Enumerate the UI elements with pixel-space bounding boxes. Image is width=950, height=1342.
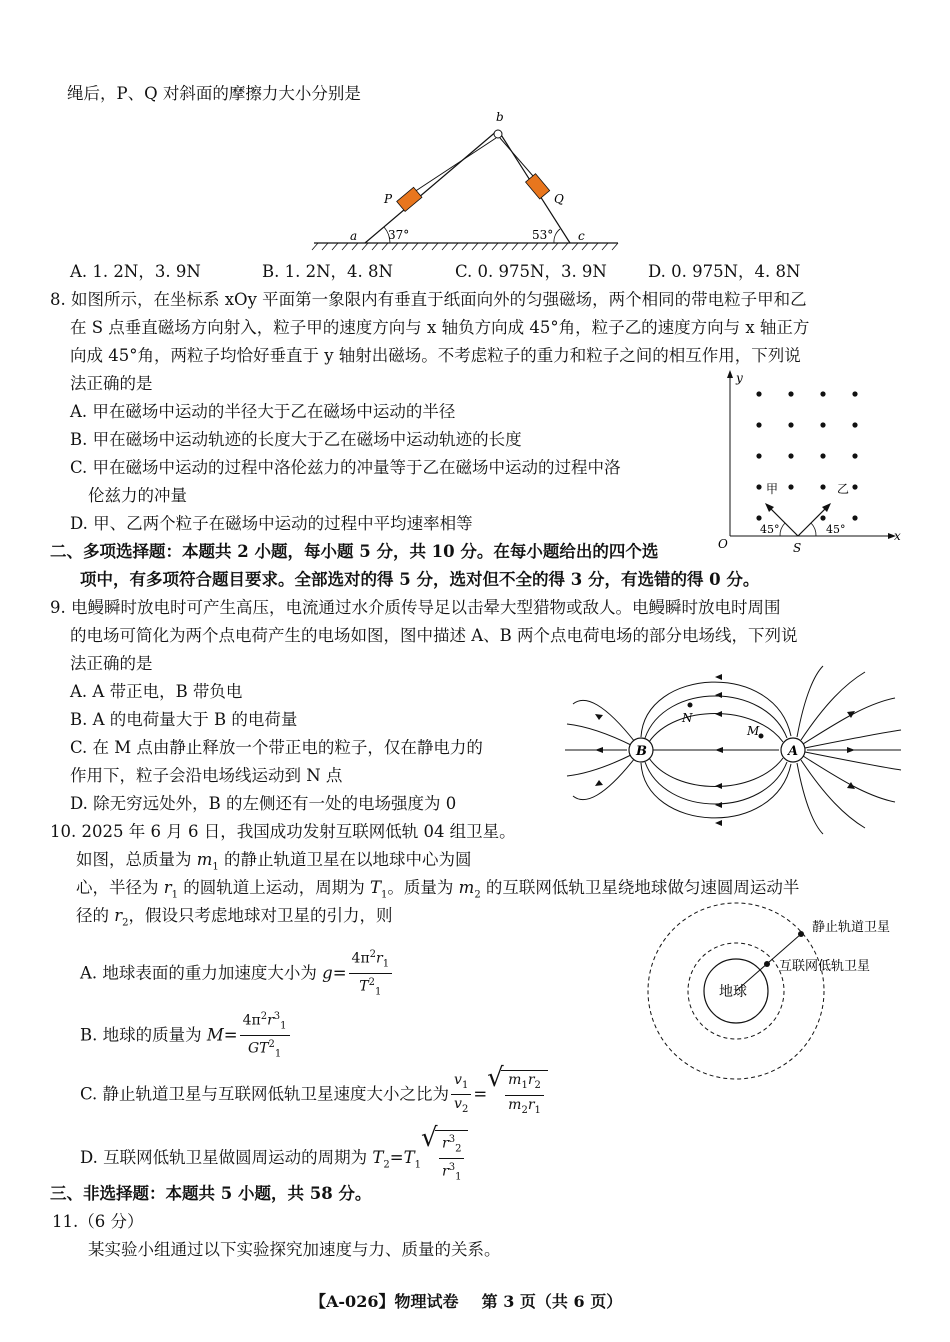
section-2-line-2: 项中，有多项符合题目要求。全部选对的得 5 分，选对但不全的得 3 分，有选错的得 0 分。 <box>80 570 760 589</box>
q10-option-d: D. 互联网低轨卫星做圆周运动的周期为 $T_2=T_1$ √ $\frac{r^3_2}{r^3_1}$ <box>80 1130 468 1187</box>
geo-sat-label: 静止轨道卫星 <box>812 920 891 935</box>
q11-text: 某实验小组通过以下实验探究加速度与力、质量的关系。 <box>88 1240 501 1259</box>
pulley <box>494 130 502 138</box>
footer-total-pages: 6 <box>573 1292 585 1311</box>
particle-yi-label: 乙 <box>837 482 850 496</box>
q8-line-4: 法正确的是 <box>70 374 153 393</box>
q9-line-1: 9. 电鳗瞬时放电时可产生高压，电流通过水介质传导足以击晕大型猎物或敌人。电鳗瞬时放电时周围 <box>50 598 781 617</box>
q10-line-3: 心，半径为 $r_1$ 的圆轨道上运动，周期为 $T_1$。质量为 $m_2$ 的互联网低轨卫星绕地球做匀速圆周运动半 <box>76 878 800 901</box>
q7-option-c: C. 0. 975N，3. 9N <box>455 262 607 281</box>
point-N-label: N <box>682 711 693 725</box>
geo-satellite <box>798 931 804 937</box>
q9-option-b: B. A 的电荷量大于 B 的电荷量 <box>70 710 298 729</box>
point-S-label: S <box>793 541 802 555</box>
angle-left-45: 45° <box>760 523 780 536</box>
q8-line-3: 向成 45°角，两粒子均恰好垂直于 y 轴射出磁场。不考虑粒子的重力和粒子之间的相互作用，下列说 <box>70 346 801 365</box>
q7-option-d: D. 0. 975N，4. 8N <box>648 262 801 281</box>
label-b: b <box>496 110 504 124</box>
footer-page-number: 3 <box>503 1292 515 1311</box>
label-c: c <box>578 229 585 243</box>
left-incline <box>365 130 498 243</box>
q9-option-d: D. 除无穷远处外，B 的左侧还有一处的电场强度为 0 <box>70 794 457 813</box>
q8-option-a: A. 甲在磁场中运动的半径大于乙在磁场中运动的半径 <box>70 402 456 421</box>
q7-incline-figure <box>300 108 630 258</box>
q9-option-a: A. A 带正电，B 带负电 <box>70 682 243 701</box>
point-N <box>688 703 693 708</box>
axis-x-label: x <box>894 529 901 543</box>
q7-option-b: B. 1. 2N，4. 8N <box>262 262 393 281</box>
leo-sat-label: 互联网低轨卫星 <box>779 959 871 974</box>
q7-option-a: A. 1. 2N，3. 9N <box>70 262 201 281</box>
section-2-line-1: 二、多项选择题：本题共 2 小题，每小题 5 分，共 10 分。在每小题给出的四个选 <box>50 542 659 561</box>
label-Q: Q <box>554 192 564 206</box>
q10-line-4: 径的 $r_2$，假设只考虑地球对卫星的引力，则 <box>76 906 393 929</box>
angle-37: 37° <box>388 228 410 242</box>
section-3-title: 三、非选择题：本题共 5 小题，共 58 分。 <box>50 1184 372 1203</box>
earth-label: 地球 <box>719 984 747 1000</box>
q10-orbit-figure <box>645 908 915 1078</box>
q9-option-c: C. 在 M 点由静止释放一个带正电的粒子，仅在静电力的 <box>70 738 483 757</box>
q10-option-b: B. 地球的质量为 M= $\frac{4\pi^2r^3_1}{GT^2_1}$ <box>80 1008 292 1064</box>
q9-field-lines-figure <box>565 664 905 834</box>
q9-line-2: 的电场可简化为两个点电荷产生的电场如图，图中描述 A、B 两个点电荷电场的部分电场线，下列说 <box>70 626 798 645</box>
point-M-label: M <box>747 724 760 738</box>
q10-line-2: 如图，总质量为 $m_1$ 的静止轨道卫星在以地球中心为圆 <box>76 850 472 873</box>
q9-option-c-cont: 作用下，粒子会沿电场线运动到 N 点 <box>70 766 343 785</box>
label-P: P <box>384 192 393 206</box>
q8-option-b: B. 甲在磁场中运动轨迹的长度大于乙在磁场中运动轨迹的长度 <box>70 430 522 449</box>
string-left <box>408 138 496 196</box>
q8-option-d: D. 甲、乙两个粒子在磁场中运动的过程中平均速率相等 <box>70 514 473 533</box>
leo-satellite <box>764 961 770 967</box>
q8-line-2: 在 S 点垂直磁场方向射入，粒子甲的速度方向与 x 轴负方向成 45°角，粒子乙的速度方向与 x 轴正方 <box>70 318 810 337</box>
q9-line-3: 法正确的是 <box>70 654 153 673</box>
block-P <box>397 187 422 211</box>
q8-line-1: 8. 如图所示，在坐标系 xOy 平面第一象限内有垂直于纸面向外的匀强磁场，两个相同的带电粒子甲和乙 <box>50 290 807 309</box>
angle-53: 53° <box>532 228 554 242</box>
origin-label: O <box>718 537 728 551</box>
footer-code: 【A-026】物理试卷 <box>310 1292 459 1311</box>
q10-option-a: A. 地球表面的重力加速度大小为 g= $\frac{4\pi^2r_1}{T^2_1}$ <box>80 946 394 1002</box>
charge-A-label: A <box>788 744 799 759</box>
q8-magnetic-field-figure <box>712 368 912 553</box>
charge-B-label: B <box>636 744 647 759</box>
q8-option-c-cont: 伦兹力的冲量 <box>88 486 187 505</box>
q7-stem-tail: 绳后，P、Q 对斜面的摩擦力大小分别是 <box>67 84 361 103</box>
page-footer: 【A-026】物理试卷 第 3 页（共 6 页） <box>310 1292 623 1311</box>
q11-head: 11.（6 分） <box>52 1212 144 1231</box>
q10-line-1: 10. 2025 年 6 月 6 日，我国成功发射互联网低轨 04 组卫星。 <box>50 822 516 841</box>
label-a: a <box>350 229 358 243</box>
q8-option-c: C. 甲在磁场中运动的过程中洛伦兹力的冲量等于乙在磁场中运动的过程中洛 <box>70 458 621 477</box>
axis-y-label: y <box>736 371 743 385</box>
block-Q <box>526 174 550 199</box>
angle-right-45: 45° <box>826 523 846 536</box>
q10-option-c: C. 静止轨道卫星与互联网低轨卫星速度大小之比为 $\frac{v_1}{v_2}$ = √ $\frac{m_1r_2}{m_2r_1}$ <box>80 1070 548 1120</box>
particle-jia-label: 甲 <box>766 482 779 496</box>
